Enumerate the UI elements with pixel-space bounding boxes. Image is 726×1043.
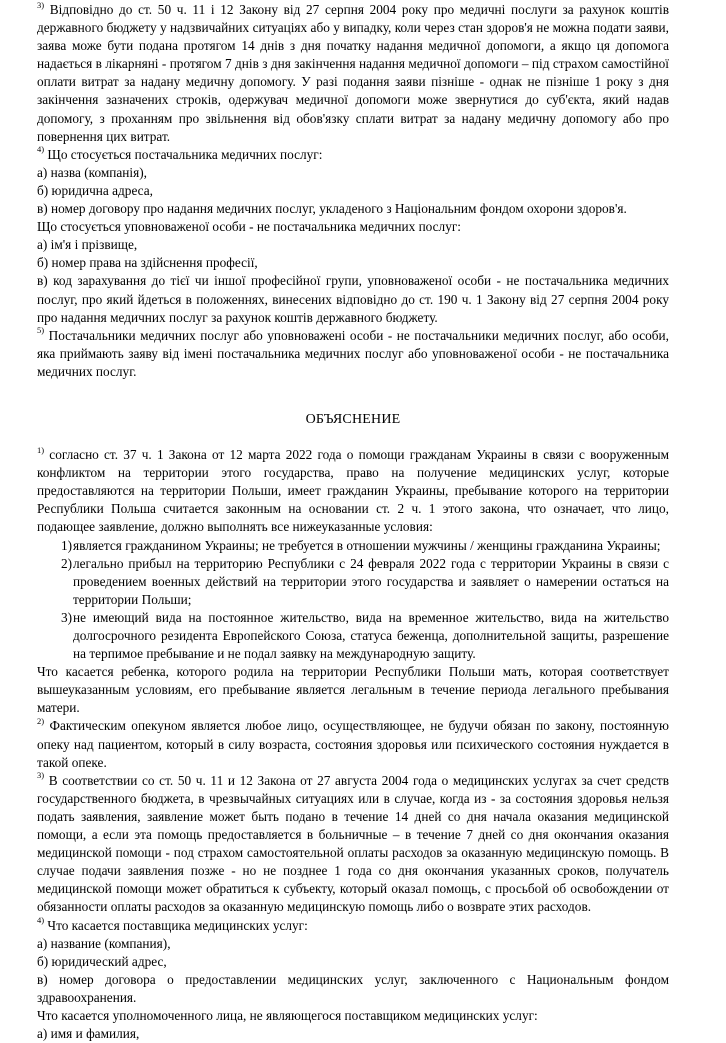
list-number: 3) — [61, 609, 73, 625]
footnote-mark: 1) — [37, 444, 45, 455]
uk-footnote-4-part-2-item-a: а) ім'я і прізвище, — [37, 237, 138, 253]
list-text: легально прибыл на территорию Республики с 24 февраля 2022 года с территории Украины в связи с проведением военных действий на территории этого государства и заявляет о намерении остаться на территории Польши; — [73, 555, 669, 607]
list-number: 2) — [61, 555, 73, 571]
condition-list-item — [37, 537, 669, 555]
ru-footnote-3: $^{3)}$ В соответствии со ст. 50 ч. 11 и 12 Закона от 27 августа 2004 года о медицинских услугах за счет средств государственного бюджета, в чрезвычайных ситуациях или в случае, когда из - за состояния здоровья нельзя подать заявления, заявление может быть подано в течение 14 дней со дня начала оказания медицинской помощи, а если эта помощь предоставляется в больничные – в течение 7 дней со дня окончания оказания медицинской помощи - под страхом самостоятельной оплаты расходов за оказанную медицинскую помощь. В случае подачи заявления позже - но не позднее 1 года со дня окончания указанных сроков, получатель медицинской помощи может обратиться к субъекту, который оказал помощь, с просьбой об освобождении от обязанности оплаты расходов за оказанную медицинскую помощь либо о возврате этих расходов. — [37, 770, 670, 915]
ru-footnote-4-item-b: б) юридический адрес, — [37, 953, 167, 969]
ru-footnote-4-part-2-item-a: а) имя и фамилия, — [37, 1026, 140, 1042]
ru-footnote-1: $^{1)}$ согласно ст. 37 ч. 1 Закона от 12 марта 2022 года о помощи гражданам Украины в связи с вооруженным конфликтом на территории этого государства, право на получение медицинских услуг, которые предоставляются на территории Польши, имеет гражданин Украины, пребывание которого на территории Республики Польша считается законным на основании ст. 2 ч. 1 этого закона, что означает, что лицо, подающее заявление, должно выполнять все нижеуказанные условия: — [37, 444, 670, 535]
list-text: является гражданином Украины; не требуется в отношении мужчины / женщины гражданина Украины; — [73, 537, 661, 553]
uk-footnote-4-item-c: в) номер договору про надання медичних послуг, укладеного з Національним фондом охорони здоров'я. — [37, 201, 627, 217]
section-title: ОБЪЯСНЕНИЕ — [305, 411, 401, 427]
footnote-mark: 2) — [37, 716, 45, 727]
uk-footnote-4-part-2-item-c: в) код зарахування до тієї чи іншої професійної групи, уповноваженої особи - не постачальника медичних послуг, про який йдеться в положеннях, винесених відповідно до ст. 190 ч. 1 Закону від 27 серпня 2004 року про надання медичних послуг за рахунок коштів державного бюджету. — [37, 273, 669, 325]
uk-footnote-4: $^{4)}$ Що стосується постачальника медичних послуг: — [37, 144, 323, 162]
uk-footnote-3: $^{3)}$ Відповідно до ст. 50 ч. 11 і 12 Закону від 27 серпня 2004 року про медичні послуги за рахунок коштів державного бюджету у надзвичайних ситуаціях або у випадку, коли через стан здоров'я не можна подати заяви, заява може бути подана протягом 14 днів з дня початку надання медичної допомоги, а якщо ця допомога надається в лікарняні - протягом 7 днів з дня закінчення надання медичної допомоги – під страхом самостійної оплати витрат за надану медичну допомогу. У разі подання заяви пізніше - однак не пізніше 1 року з дня закінчення зазначених строків, одержувач медичної допомоги може звернутися до суб'єкта, який надав допомогу, з проханням про звільнення від обов'язку сплати витрат за надану медичну допомогу або про повернення цих витрат. — [37, 0, 669, 144]
ru-footnote-4-part-2: Что касается уполномоченного лица, не являющегося поставщиком медицинских услуг: — [37, 1007, 538, 1023]
uk-footnote-5: $^{5)}$ Постачальники медичних послуг або уповноважені особи - не постачальники медичних послуг, або особи, яка приймають заяву від імені постачальника медичних послуг або уповноваженої особи - не постачальника медичних послуг. — [37, 325, 669, 379]
uk-footnote-4-part-2: Що стосується уповноваженої особи - не постачальника медичних послуг: — [37, 219, 461, 235]
ru-footnote-4-item-c: в) номер договора о предоставлении медицинских услуг, заключенного с Национальным фондом здравоохранения. — [37, 971, 669, 1005]
condition-list-item — [37, 609, 669, 663]
ru-footnote-2: $^{2)}$ Фактическим опекуном является любое лицо, осуществляющее, не будучи обязан по закону, постоянную опеку над пациентом, который в силу возраста, состояния здоровья или психического состояния нуждается в такой опеке. — [37, 716, 669, 770]
footnote-mark: 4) — [37, 915, 45, 926]
uk-footnote-4-item-b: б) юридична адреса, — [37, 182, 153, 198]
footnote-mark: 3) — [37, 770, 45, 781]
footnote-mark: 4) — [37, 144, 45, 155]
document-page — [37, 1, 669, 1043]
ru-footnote-4-item-a: а) название (компания), — [37, 935, 171, 951]
ru-footnote-1-tail: Что касается ребенка, которого родила на территории Республики Польши мать, которая соответствует вышеуказанным условиям, его пребывание является легальным в течение периода легального пребывания матери. — [37, 664, 669, 716]
uk-footnote-4-item-a: а) назва (компанія), — [37, 164, 147, 180]
list-text: не имеющий вида на постоянное жительство, вида на временное жительство, вида на жительство долгосрочного резидента Европейского Союза, статуса беженца, дополнительной защиты, разрешение на терпимое пребывание и не подал заявку на международную защиту. — [73, 609, 669, 662]
ru-footnote-4: $^{4)}$ Что касается поставщика медицинских услуг: — [37, 915, 308, 933]
footnote-mark: 5) — [37, 325, 45, 336]
list-number: 1) — [61, 537, 73, 553]
uk-footnote-4-part-2-item-b: б) номер права на здійснення професії, — [37, 255, 258, 271]
footnote-mark: 3) — [37, 0, 45, 10]
condition-list-item — [37, 555, 669, 609]
